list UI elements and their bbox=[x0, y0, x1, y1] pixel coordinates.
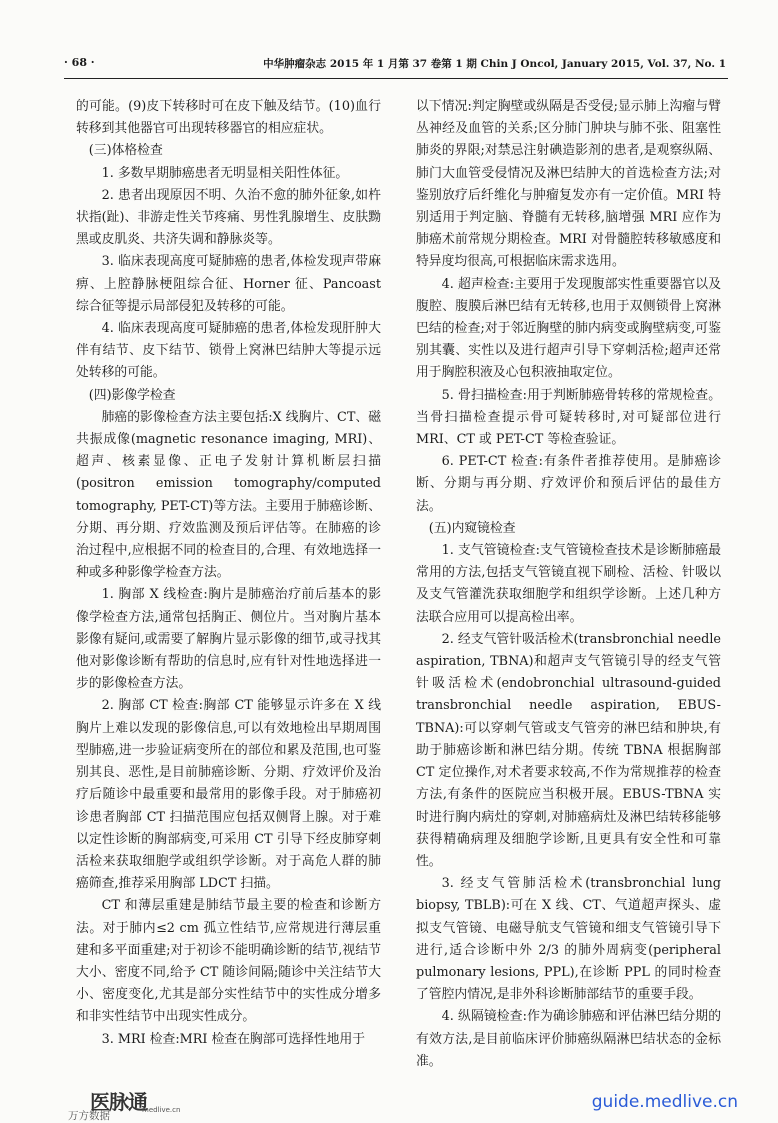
section-heading: (三)体格检查 bbox=[88, 143, 163, 159]
logo-subtext: medlive.cn bbox=[142, 1106, 181, 1114]
paragraph: 3. 临床表现高度可疑肺癌的患者,体检发现声带麻痹、上腔静脉梗阻综合征、Horner 征、Pancoast 综合征等提示局部侵犯及转移的可能。 bbox=[76, 254, 381, 314]
left-column bbox=[76, 96, 381, 1051]
section-heading: (五)内窥镜检查 bbox=[428, 520, 516, 536]
paragraph: 4. 超声检查:主要用于发现腹部实性重要器官以及腹腔、腹膜后淋巴结有无转移,也用于双侧锁骨上窝淋巴结的检查;对于邻近胸壁的肺内病变或胸壁病变,可鉴别其囊、实性以及进行超声引导下穿刺活检;超声还常用于胸腔积液及心包积液抽取定位。 bbox=[416, 276, 721, 381]
logo-text: 医脉通 bbox=[90, 1090, 147, 1114]
wanfang-watermark: 万方数据 bbox=[68, 1110, 110, 1122]
paragraph: 2. 胸部 CT 检查:胸部 CT 能够显示许多在 X 线胸片上难以发现的影像信息,可以有效地检出早期周围型肺癌,进一步验证病变所在的部位和累及范围,也可鉴别其良、恶性,是目前肺癌诊断、分期、疗效评价及治疗后随诊中最重要和最常用的影像手段。对于肺癌初诊患者胸部 CT 扫描范围应包括双侧肾上腺。对于难以定性诊断的胸部病变,可采用 CT 引导下经皮肺穿刺活检来获取细胞学或组织学诊断。对于高危人群的肺癌筛查,推荐采用胸部 LDCT 扫描。 bbox=[76, 698, 381, 892]
paragraph: 4. 临床表现高度可疑肺癌的患者,体检发现肝肿大伴有结节、皮下结节、锁骨上窝淋巴结肿大等提示远处转移的可能。 bbox=[76, 321, 381, 381]
paragraph: 1. 支气管镜检查:支气管镜检查技术是诊断肺癌最常用的方法,包括支气管镜直视下刷检、活检、针吸以及支气管灌洗获取细胞学和组织学诊断。上述几种方法联合应用可以提高检出率。 bbox=[416, 543, 721, 625]
paragraph: 的可能。(9)皮下转移时可在皮下触及结节。(10)血行转移到其他器官可出现转移器官的相应症状。 bbox=[76, 99, 381, 137]
section-heading: (四)影像学检查 bbox=[88, 387, 176, 403]
page-header bbox=[64, 54, 726, 76]
page-number: · 68 · bbox=[64, 56, 95, 69]
paragraph: 以下情况:判定胸壁或纵隔是否受侵;显示肺上沟瘤与臂丛神经及血管的关系;区分肺门肿块与肺不张、阻塞性肺炎的界限;对禁忌注射碘造影剂的患者,是观察纵隔、肺门大血管受侵情况及淋巴结肿大的首选检查方法;对鉴别放疗后纤维化与肿瘤复发亦有一定价值。MRI 特别适用于判定脑、脊髓有无转移,脑增强 MRI 应作为肺癌术前常规分期检查。MRI 对骨髓腔转移敏感度和特异度均很高,可根据临床需求选用。 bbox=[416, 99, 721, 270]
journal-citation: 中华肿瘤杂志 2015 年 1 月第 37 卷第 1 期 Chin J Oncol, January 2015, Vol. 37, No. 1 bbox=[263, 58, 726, 70]
paragraph: 1. 多数早期肺癌患者无明显相关阳性体征。 bbox=[101, 165, 349, 181]
paragraph: 5. 骨扫描检查:用于判断肺癌骨转移的常规检查。当骨扫描检查提示骨可疑转移时,对可疑部位进行 MRI、CT 或 PET-CT 等检查验证。 bbox=[416, 387, 721, 448]
paragraph: 3. 经支气管肺活检术(transbronchial lung biopsy, TBLB):可在 X 线、CT、气道超声探头、虚拟支气管镜、电磁导航支气管镜和细支气管镜引导下进行,适合诊断中外 2/3 的肺外周病变(peripheral pulmonary lesions, PPL),在诊断 PPL 的同时检查了管腔内情况,是非外科诊断肺部结节的重要手段。 bbox=[416, 876, 721, 1003]
paragraph: 肺癌的影像检查方法主要包括:X 线胸片、CT、磁共振成像(magnetic resonance imaging, MRI)、超声、核素显像、正电子发射计算机断层扫描(positron emission tomography/computed tomography, PET-CT)等方法。主要用于肺癌诊断、分期、再分期、疗效监测及预后评估等。在肺癌的诊治过程中,应根据不同的检查目的,合理、有效地选择一种或多种影像学检查方法。 bbox=[76, 409, 381, 581]
paragraph: 1. 胸部 X 线检查:胸片是肺癌治疗前后基本的影像学检查方法,通常包括胸正、侧位片。当对胸片基本影像有疑问,或需要了解胸片显示影像的细节,或寻找其他对影像诊断有帮助的信息时,应有针对性地选择进一步的影像检查方法。 bbox=[76, 587, 381, 692]
paragraph: 6. PET-CT 检查:有条件者推荐使用。是肺癌诊断、分期与再分期、疗效评价和预后评估的最佳方法。 bbox=[416, 454, 721, 514]
paragraph: 3. MRI 检查:MRI 检查在胸部可选择性地用于 bbox=[101, 1031, 366, 1047]
header-rule bbox=[64, 78, 728, 79]
paragraph: 4. 纵隔镜检查:作为确诊肺癌和评估淋巴结分期的有效方法,是目前临床评价肺癌纵隔淋巴结状态的金标准。 bbox=[416, 1009, 721, 1069]
paragraph: CT 和薄层重建是肺结节最主要的检查和诊断方法。对于肺内≤2 cm 孤立性结节,应常规进行薄层重建和多平面重建;对于初诊不能明确诊断的结节,视结节大小、密度不同,给予 CT 随诊间隔;随诊中关注结节大小、密度变化,尤其是部分实性结节中的实性成分增多和非实性结节中出现实性成分。 bbox=[76, 898, 381, 1025]
paragraph: 2. 经支气管针吸活检术(transbronchial needle aspiration, TBNA)和超声支气管镜引导的经支气管针吸活检术(endobronchial ultrasound-guided transbronchial needle aspiration, EBUS-TBNA):可以穿刺气管或支气管旁的淋巴结和肿块,有助于肺癌诊断和淋巴结分期。传统 TBNA 根据胸部 CT 定位操作,对术者要求较高,不作为常规推荐的检查方法,有条件的医院应当积极开展。EBUS-TBNA 实时进行胸内病灶的穿刺,对肺癌病灶及淋巴结转移能够获得精确病理及细胞学诊断,且更具有安全性和可靠性。 bbox=[416, 631, 721, 869]
right-column bbox=[416, 96, 721, 1073]
site-url-link[interactable]: guide.medlive.cn bbox=[591, 1092, 738, 1112]
medlive-logo bbox=[68, 1092, 188, 1122]
paragraph: 2. 患者出现原因不明、久治不愈的肺外征象,如杵状指(趾)、非游走性关节疼痛、男性乳腺增生、皮肤黝黑或皮肌炎、共济失调和静脉炎等。 bbox=[76, 187, 381, 248]
